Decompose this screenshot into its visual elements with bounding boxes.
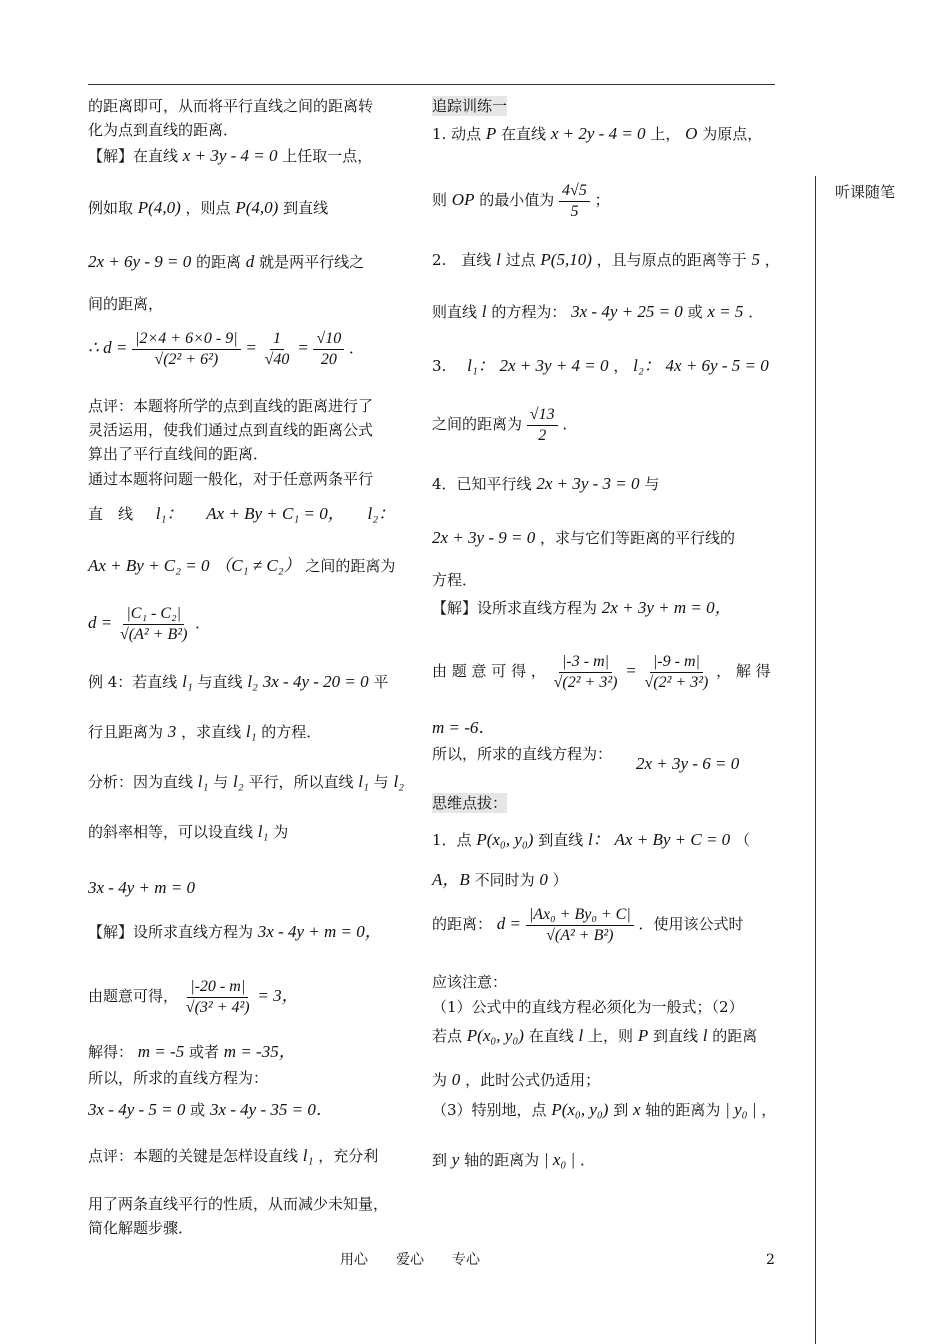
fraction: $\frac{|-3 - m|}{\text{√(2² + 3²)}}$	[553, 652, 618, 691]
text-line: 算出了平行直线间的距离．	[88, 445, 269, 463]
text-line: 用了两条直线平行的性质，从而减少未知量，	[88, 1195, 389, 1213]
text-line: 2x + 6y - 9 = 0 的距离 d 就是两平行线之	[88, 252, 365, 271]
text-line: 直 线 l₁： Ax + By + C₁ = 0， l₂：	[88, 504, 396, 523]
text-line: 2x + 3y - 9 = 0 ，求与它们等距离的平行线的	[432, 528, 735, 547]
fraction: $\frac{\text{|Ax₀ + By₀ + C|}}{\text{√(A² + B²)}}$	[526, 905, 634, 946]
fraction: $\frac{√10}{20}$	[313, 329, 344, 370]
text-line: 点评：本题将所学的点到直线的距离进行了	[88, 397, 374, 415]
text-line: （1）公式中的直线方程必须化为一般式；（2）	[432, 998, 744, 1016]
point: P(4,0)	[137, 198, 181, 217]
text-line: 之间的距离为 $\frac{√13}{2}$ ．	[432, 405, 578, 444]
text-line: 【解】设所求直线方程为 2x + 3y + m = 0，	[432, 598, 732, 617]
text-line: 3x - 4y - 5 = 0 或 3x - 4y - 35 = 0．	[88, 1100, 333, 1119]
text-line: 的距离即可，从而将平行直线之间的距离转	[88, 97, 374, 115]
text-line: 2. 直线 l 过点 P(5,10) ，且与原点的距离等于 5 ，	[432, 250, 780, 269]
distance-formula: d = $\frac{\text{|C₁ - C₂|}}{\text{√(A² + B²)}}$ ．	[88, 604, 211, 643]
text-line: 4．已知平行线 2x + 3y - 3 = 0 与	[432, 474, 660, 493]
text-line: 间的距离，	[88, 295, 164, 313]
top-rule	[88, 84, 775, 85]
section-heading: 追踪训练一	[432, 97, 508, 115]
text-line: 【解】在直线 x + 3y - 4 = 0 上任取一点，	[88, 146, 373, 165]
equation: x + 3y - 4 = 0	[182, 146, 278, 165]
text-line: 则 OP 的最小值为 $\frac{4√5}{5}$ ；	[432, 181, 610, 220]
text-line: 简化解题步骤．	[88, 1219, 194, 1237]
equation: 3x - 4y + m = 0	[88, 878, 195, 897]
text-line: 解得： m = -5 或者 m = -35，	[88, 1042, 296, 1061]
text-line: 应该注意：	[432, 973, 508, 991]
footer-motto: 用心 爱心 专心	[340, 1252, 480, 1268]
text-line: （3）特别地，点 P(x₀, y₀) 到 x 轴的距离为 | y₀ | ，	[432, 1100, 777, 1119]
text-line: 则直线 l 的方程为： 3x - 4y + 25 = 0 或 x = 5 ．	[432, 302, 764, 321]
fraction: $\frac{|-20 - m|}{\text{√(3² + 4²)}}$	[185, 977, 250, 1016]
equation: 2x + 6y - 9 = 0	[88, 252, 192, 271]
text-line: A，B 不同时为 0 ）	[432, 870, 568, 889]
page-number: 2	[766, 1252, 775, 1268]
text-line: 化为点到直线的距离．	[88, 121, 239, 139]
equation: 2x + 3y - 6 = 0	[636, 754, 740, 773]
fraction: $\frac{1}{√40}$	[264, 329, 290, 368]
margin-note: 听课随笔	[835, 183, 896, 201]
fraction: $\frac{|2\times 4 + 6\times 0 - 9|}{\text{√(2² + 6²)}}$	[132, 329, 241, 370]
fraction: $\frac{\text{|C₁ - C₂|}}{\text{√(A² + B²)}}$	[120, 604, 188, 643]
text-line: 通过本题将问题一般化，对于任意两条平行	[88, 470, 374, 488]
text-line: 的斜率相等，可以设直线 l₁ 为	[88, 822, 289, 841]
text-line: 为 0 ，此时公式仍适用；	[432, 1070, 601, 1089]
text-line: 若点 P(x₀, y₀) 在直线 l 上，则 P 到直线 l 的距离	[432, 1026, 758, 1045]
text-line: 分析：因为直线 l₁ 与 l₂ 平行，所以直线 l₁ 与 l₂	[88, 772, 405, 791]
section-heading: 思维点拔：	[432, 794, 508, 812]
distance-calculation: ∴ d = $\frac{|2\times 4 + 6\times 0 - 9|}{\text{√(2² + 6²)}}$ = $\frac{1}{√40}$ = $\frac{√10}{20}$ ．	[88, 329, 365, 368]
text-line: 灵活运用，使我们通过点到直线的距离公式	[88, 421, 374, 439]
margin-rule	[815, 176, 816, 1344]
fraction: $\frac{√13}{2}$	[527, 405, 558, 446]
text-line: 【解】设所求直线方程为 3x - 4y + m = 0，	[88, 922, 382, 941]
text-line: 1. 动点 P 在直线 x + 2y - 4 = 0 上， O 为原点，	[432, 124, 763, 143]
fraction: $\frac{4√5}{5}$	[559, 181, 590, 222]
text-line: 例如取 P(4,0) ，则点 P(4,0) 到直线	[88, 198, 329, 217]
equation: m = -6．	[432, 718, 496, 737]
text-line: 1．点 P(x₀, y₀) 到直线 l： Ax + By + C = 0 （	[432, 830, 750, 849]
text-line: 方程．	[432, 571, 478, 589]
text-line: 所以，所求的直线方程为：	[88, 1069, 269, 1087]
text-line: 到 y 轴的距离为 | x₀ | ．	[432, 1150, 596, 1169]
text-line: 行且距离为 3 ，求直线 l₁ 的方程．	[88, 722, 322, 741]
condition-equation: 由题意可得， $\frac{|-20 - m|}{\text{√(3² + 4²)}}$ = 3，	[88, 977, 299, 1016]
distance-formula: 的距离： d = $\frac{\text{|Ax₀ + By₀ + C|}}{\text{√(A² + B²)}}$ ．使用该公式时	[432, 905, 744, 944]
text-line: 点评：本题的关键是怎样设直线 l₁ ，充分利	[88, 1146, 379, 1165]
text-line: 3. l₁： 2x + 3y + 4 = 0 ， l₂： 4x + 6y - 5 = 0	[432, 356, 769, 375]
solution-label: 【解】在直线	[88, 147, 179, 165]
point: P(4,0)	[235, 198, 279, 217]
condition-equation: 由 题 意 可 得 ， $\frac{|-3 - m|}{\text{√(2² + 3²)}}$ = $\frac{|-9 - m|}{\text{√(2² + 3²)}}$ ， 解 得	[432, 652, 771, 691]
text-line: Ax + By + C₂ = 0 （C₁ ≠ C₂） 之间的距离为	[88, 556, 396, 575]
text-line: 例 4：若直线 l₁ 与直线 l₂ 3x - 4y - 20 = 0 平	[88, 672, 389, 691]
fraction: $\frac{|-9 - m|}{\text{√(2² + 3²)}}$	[644, 652, 709, 691]
text-line: 所以，所求的直线方程为：	[432, 745, 613, 763]
